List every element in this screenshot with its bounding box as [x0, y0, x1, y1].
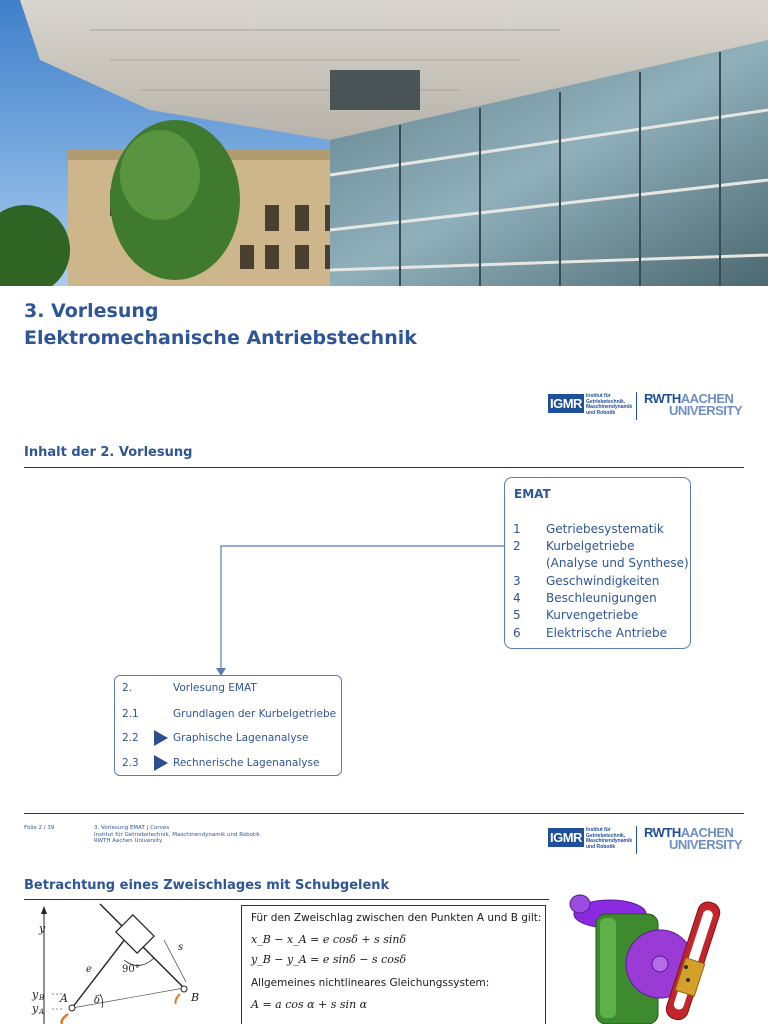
rwth-logo-university: UNIVERSITY [669, 403, 743, 418]
logo-divider [636, 392, 637, 420]
emat-item-num: 5 [513, 608, 521, 622]
emat-title: EMAT [514, 487, 551, 501]
footer-info [94, 825, 260, 845]
emat-item-label: Beschleunigungen [546, 591, 657, 605]
igmr-text-line: und Robotik [586, 843, 616, 850]
rwth-logo-university: UNIVERSITY [669, 837, 743, 852]
lecture-number-title: 3. Vorlesung [24, 300, 159, 322]
emat-item-num: 6 [513, 626, 521, 640]
igmr-text-line: und Robotik [586, 409, 616, 416]
igmr-text-line: Getriebetechnik, [586, 832, 626, 839]
equation-system: A = a cos α + s sin α [251, 998, 368, 1011]
equation-y: y_B − y_A = e sinδ − s cosδ [251, 953, 407, 966]
footer-line: Institut für Getriebetechnik, Maschinendynamik und Robotik [94, 831, 260, 838]
lecture-item-num: 2. [122, 682, 133, 694]
institute-logo [548, 825, 743, 854]
lecture-item-num: 2.1 [122, 708, 139, 720]
institute-logo [548, 391, 743, 420]
emat-item-label: (Analyse und Synthese) [546, 556, 689, 570]
connector-arrow [210, 540, 510, 680]
igmr-logo-mark: IGMR [550, 396, 582, 411]
equation-x: x_B − x_A = e cosδ + s sinδ [251, 933, 407, 946]
lecture-contents-box [114, 675, 342, 776]
igmr-logo-text [586, 828, 632, 850]
igmr-text-line: Institut für [586, 827, 611, 833]
point-b-label: B [191, 991, 200, 1004]
emat-contents-box [504, 477, 691, 649]
current-item-arrow-icon [153, 729, 169, 747]
section-title-analysis: Betrachtung eines Zweischlages mit Schubgelenk [24, 878, 390, 893]
ya-subscript: A [39, 1008, 45, 1016]
footer-line: RWTH Aachen University [94, 838, 163, 844]
footer-divider [24, 813, 744, 814]
current-item-arrow-icon [153, 754, 169, 772]
rwth-logo-light: AACHEN [680, 825, 734, 840]
igmr-text-line: Getriebetechnik, [586, 398, 626, 405]
s-label: s [178, 942, 184, 953]
delta-angle-label: δ [94, 995, 101, 1006]
hero-building-photo [0, 0, 768, 286]
ya-label: y [32, 1002, 39, 1015]
emat-item-label: Kurvengetriebe [546, 608, 639, 622]
emat-item-num: 1 [513, 522, 521, 536]
equations-intro: Für den Zweischlag zwischen den Punkten A und B gilt: [251, 912, 542, 924]
lecture-item-num: 2.3 [122, 757, 139, 769]
equations-heading: Allgemeines nichtlineares Gleichungssystem: [251, 977, 490, 989]
lecture-item-label: Rechnerische Lagenanalyse [173, 757, 320, 769]
emat-item-num: 4 [513, 591, 521, 605]
equations-box [241, 905, 546, 1024]
e-label: e [86, 964, 92, 975]
igmr-text-line: Maschinendynamik [586, 838, 633, 844]
yb-subscript: B [39, 994, 45, 1002]
slide-number: Folie 2 / 39 [24, 825, 55, 831]
yb-label: y [32, 988, 39, 1001]
rwth-logo-light: AACHEN [680, 391, 734, 406]
point-a-label: A [60, 992, 68, 1005]
lecture-item-label: Vorlesung EMAT [173, 682, 257, 694]
emat-item-label: Geschwindigkeiten [546, 574, 660, 588]
emat-item-label: Getriebesystematik [546, 522, 664, 536]
emat-item-label: Kurbelgetriebe [546, 539, 635, 553]
emat-item-num: 2 [513, 539, 521, 553]
igmr-text-line: Institut für [586, 393, 611, 399]
logo-divider [636, 826, 637, 854]
rwth-logo-dark: RWTH [644, 825, 681, 840]
y-axis-label: y [39, 922, 46, 935]
rwth-logo-dark: RWTH [644, 391, 681, 406]
course-title: Elektromechanische Antriebstechnik [24, 327, 417, 349]
emat-item-num: 3 [513, 574, 521, 588]
igmr-logo-mark: IGMR [550, 830, 582, 845]
section-divider [24, 899, 549, 900]
lecture-item-label: Graphische Lagenanalyse [173, 732, 309, 744]
mechanism-3d-model [560, 892, 740, 1024]
emat-item-label: Elektrische Antriebe [546, 626, 668, 640]
footer-line: 3. Vorlesung EMAT | Corves [94, 825, 170, 831]
igmr-text-line: Maschinendynamik [586, 404, 633, 410]
section-divider [24, 467, 744, 468]
section-title-content: Inhalt der 2. Vorlesung [24, 445, 193, 460]
lecture-item-label: Grundlagen der Kurbelgetriebe [173, 708, 337, 720]
right-angle-label: 90° [122, 964, 140, 975]
igmr-logo-text [586, 394, 632, 416]
linkage-diagram [24, 902, 236, 1024]
slide-footer [24, 825, 424, 849]
lecture-item-num: 2.2 [122, 732, 139, 744]
